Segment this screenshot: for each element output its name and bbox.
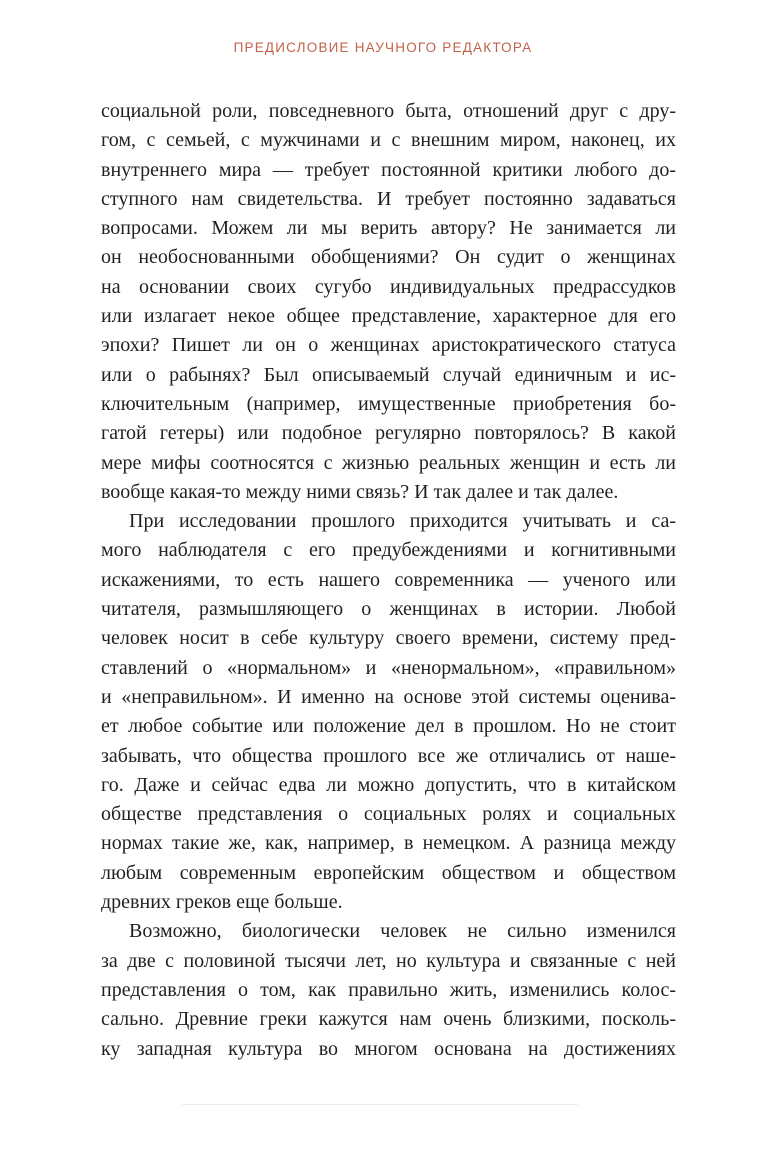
text-line: нормах такие же, как, например, в немецком. А разница между: [101, 832, 676, 855]
text-line: внутреннего мира — требует постоянной критики любого до-: [101, 158, 676, 181]
text-line: ет любое событие или положение дел в прошлом. Но не стоит: [101, 715, 676, 738]
text-line: При исследовании прошлого приходится учитывать и са-: [129, 510, 676, 533]
text-line: Возможно, биологически человек не сильно изменился: [129, 920, 676, 943]
text-line: или о рабынях? Был описываемый случай единичным и ис-: [101, 363, 676, 386]
text-line: мого наблюдателя с его предубеждениями и когнитивными: [101, 539, 676, 562]
text-line: гатой гетеры) или подобное регулярно повторялось? В какой: [101, 422, 676, 445]
text-line: забывать, что общества прошлого все же отличались от наше-: [101, 744, 676, 767]
text-line: го. Даже и сейчас едва ли можно допустить, что в китайском: [101, 773, 676, 796]
text-line: социальной роли, повседневного быта, отношений друг с дру-: [101, 100, 676, 122]
text-line: ступного нам свидетельства. И требует постоянно задаваться: [101, 187, 676, 210]
text-line: на основании своих сугубо индивидуальных предрассудков: [101, 275, 676, 298]
text-line: мере мифы соотносятся с жизнью реальных женщин и есть ли: [101, 451, 676, 474]
text-line: человек носит в себе культуру своего времени, систему пред-: [101, 627, 676, 650]
text-line: он необоснованными обобщениями? Он судит о женщинах: [101, 246, 676, 269]
text-line: ключительным (например, имущественные приобретения бо-: [101, 392, 676, 415]
text-line: вопросами. Можем ли мы верить автору? Не занимается ли: [101, 217, 676, 240]
text-line: и «неправильном». И именно на основе этой системы оценива-: [101, 685, 676, 708]
text-line: эпохи? Пишет ли он о женщинах аристократического статуса: [101, 334, 676, 357]
bottom-divider: [182, 1104, 578, 1105]
text-line: обществе представления о социальных ролях и социальных: [101, 803, 676, 826]
text-line: ставлений о «нормальном» и «ненормальном», «правильном»: [101, 656, 676, 679]
text-line: сально. Древние греки кажутся нам очень близкими, посколь-: [101, 1008, 676, 1031]
text-line: вообще какая-то между ними связь? И так далее и так далее.: [101, 480, 619, 503]
text-line: читателя, размышляющего о женщинах в истории. Любой: [101, 598, 676, 621]
text-line: любым современным европейским обществом и обществом: [101, 861, 676, 884]
text-line: древних греков еще больше.: [101, 891, 343, 914]
text-line: или излагает некое общее представление, характерное для его: [101, 305, 676, 328]
text-line: гом, с семьей, с мужчинами и с внешним миром, наконец, их: [101, 129, 676, 152]
text-line: ку западная культура во многом основана на достижениях: [101, 1037, 676, 1060]
body-text: [101, 97, 676, 1064]
text-line: представления о том, как правильно жить, изменились колос-: [101, 978, 676, 1001]
running-head: ПРЕДИСЛОВИЕ НАУЧНОГО РЕДАКТОРА: [233, 40, 533, 55]
text-line: искажениями, то есть нашего современника — ученого или: [101, 568, 676, 591]
text-line: за две с половиной тысячи лет, но культура и связанные с ней: [101, 949, 676, 972]
